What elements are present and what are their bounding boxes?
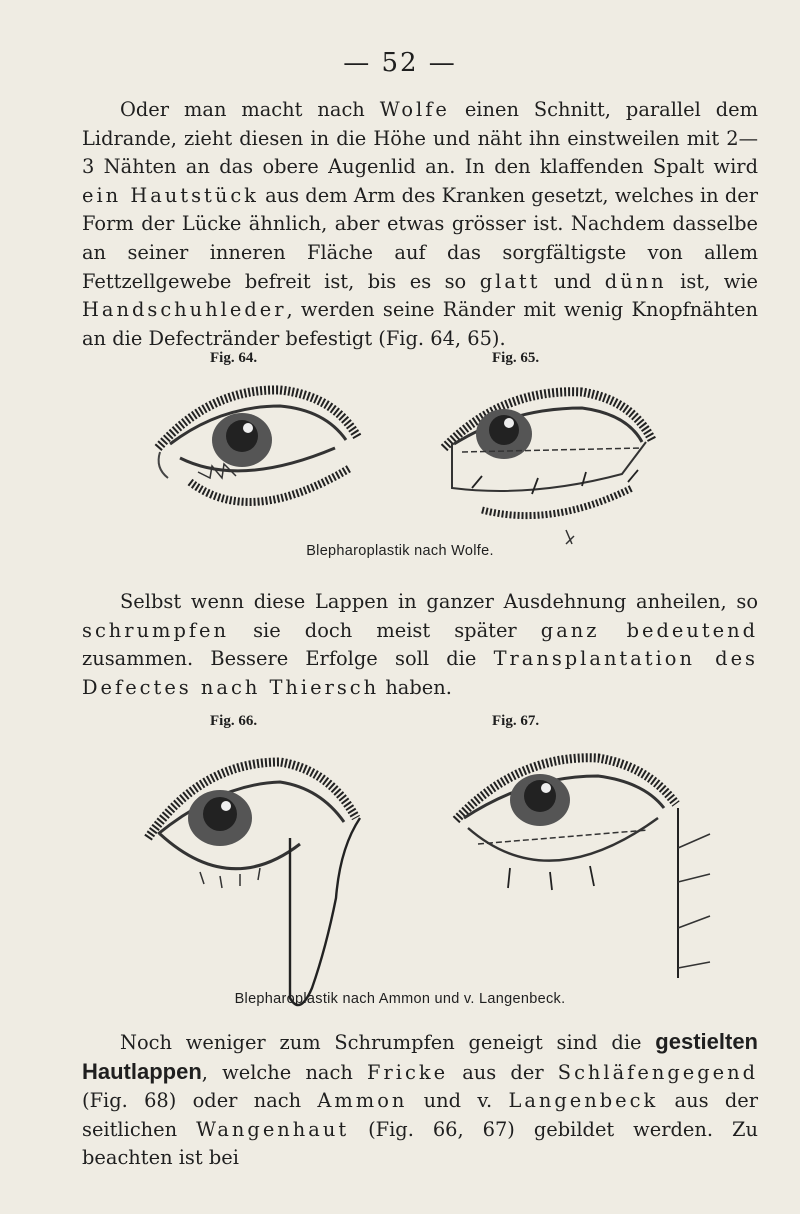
text-run: und v. [407, 1089, 509, 1113]
spaced-term: glatt [479, 269, 541, 293]
text-run: einen Schnitt, parallel dem Lidrande, zieht diesen in die Höhe und näht ihn einstweilen mit 2—3 Nähten an das obere Augenlid an. In den klaffenden Spalt wird [82, 98, 758, 179]
eye-illustration-fig-67 [448, 748, 718, 988]
spaced-term: Transplantation des Defectes nach Thiersch [82, 647, 758, 699]
fig-66-label: Fig. 66. [210, 713, 258, 729]
text-run: aus der seitlichen [82, 1089, 758, 1141]
paragraph-thiersch [82, 588, 758, 702]
spaced-term: Wangenhaut [196, 1117, 350, 1141]
text-run: ist, wie [666, 269, 758, 293]
text-run: Selbst wenn diese Lappen in ganzer Ausdehnung anheilen, so [120, 590, 758, 613]
spaced-term: Schläfengegend [557, 1060, 758, 1084]
paragraph-fricke [82, 1028, 758, 1173]
text-run: Noch weniger zum Schrumpfen geneigt sind die [120, 1031, 656, 1054]
spaced-name: Fricke [367, 1060, 449, 1084]
text-run: Oder man macht nach [120, 98, 380, 121]
text-run: haben. [379, 675, 452, 699]
spaced-term: dünn [604, 269, 667, 293]
text-run: zusammen. Bessere Erfolge soll die [82, 647, 494, 671]
fig-64-label: Fig. 64. [210, 350, 258, 366]
text-run: aus dem Arm des Kranken gesetzt, welches in der Form der Lücke ähnlich, aber etwas grösser ist. Nachdem dasselbe an seiner inneren Fläche auf das sorgfältigste von allem Fettzellgewebe befreit ist, bis es so [82, 183, 758, 293]
caption-wolfe: Blepharoplastik nach Wolfe. [306, 543, 494, 559]
eye-illustration-fig-64 [150, 378, 365, 528]
paragraph-wolfe [82, 96, 758, 353]
spaced-term: Handschuhleder [82, 298, 287, 322]
text-run: (Fig. 68) oder nach [82, 1089, 318, 1113]
fig-67-label: Fig. 67. [492, 713, 540, 729]
spaced-name: Wolfe [379, 98, 450, 121]
text-run: , werden seine Ränder mit wenig Knopfnähten an die Defectränder befestigt (Fig. 64, 65). [82, 298, 758, 350]
spaced-name: Langenbeck [508, 1089, 659, 1113]
eye-illustration-fig-66 [140, 748, 370, 1018]
bold-term: gestielten Hautlappen [82, 1029, 758, 1084]
fig-65-label: Fig. 65. [492, 350, 540, 366]
caption-ammon: Blepharoplastik nach Ammon und v. Langenbeck. [234, 991, 566, 1007]
text-run: aus der [448, 1060, 558, 1084]
text-run: , welche nach [201, 1060, 368, 1084]
text-run: (Fig. 66, 67) gebildet werden. Zu beachten ist bei [82, 1117, 758, 1170]
spaced-term: ganz bedeutend [540, 618, 758, 642]
spaced-term: ein Hautstück [82, 183, 259, 207]
eye-illustration-fig-65 [432, 378, 660, 548]
page-number: — 52 — [343, 48, 457, 78]
spaced-name: Ammon [317, 1089, 408, 1113]
text-run: sie doch meist später [229, 618, 541, 642]
spaced-term: schrumpfen [82, 618, 229, 642]
text-run: und [540, 269, 605, 293]
